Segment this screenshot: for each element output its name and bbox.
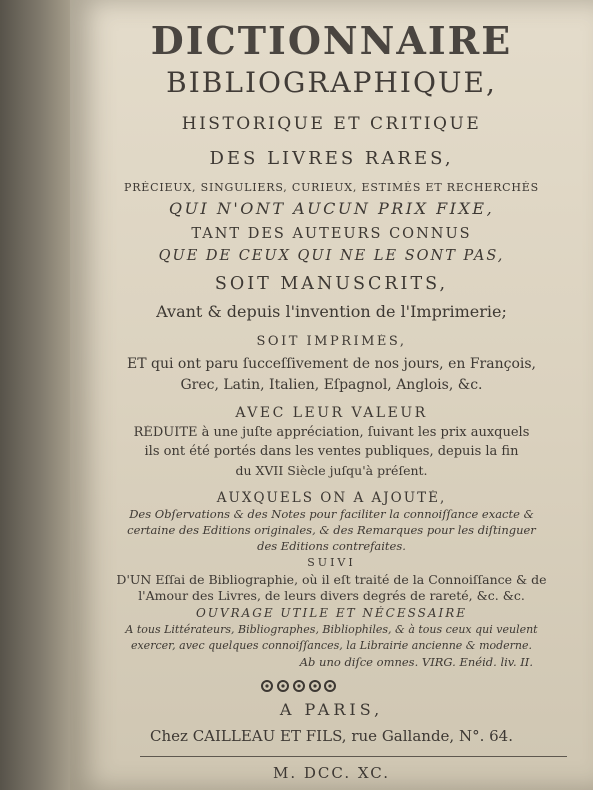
title-line-livres-rares: DES LIVRES RARES, (209, 148, 454, 169)
imprint-date: M. DCC. XC. (272, 764, 390, 782)
title-page (70, 0, 593, 790)
imprint-publisher: Chez CAILLEAU ET FILS, rue Gallande, N°. 64. (150, 727, 513, 745)
title-line-ceux-qui: QUE DE CEUX QUI NE LE SONT PAS, (158, 248, 505, 264)
title-line-imprimes: SOIT IMPRIMÉS, (256, 334, 407, 349)
title-line-historique: HISTORIQUE ET CRITIQUE (181, 114, 482, 134)
title-line-amour: l'Amour des Livres, de leurs divers degrés de rareté, &c. &c. (138, 588, 525, 603)
title-subtitle: BIBLIOGRAPHIQUE, (166, 66, 497, 99)
title-line-ventes: ils ont été portés dans les ventes publiques, depuis la fin (144, 444, 519, 459)
title-line-essai: D'UN Eſſai de Bibliographie, où il eſt traité de la Connoiſſance & de (116, 572, 547, 587)
imprint-rule (140, 756, 567, 757)
title-line-litterateurs: A tous Littérateurs, Bibliographes, Bibliophiles, & à tous ceux qui veulent (125, 623, 538, 636)
epigraph: Ab uno diſce omnes. VIRG. Enéid. liv. II. (299, 655, 533, 669)
title-line-librairie: exercer, avec quelques connoiſſances, la Librairie ancienne & moderne. (130, 639, 533, 652)
title-line-valeur: AVEC LEUR VALEUR (235, 405, 428, 421)
title-line-precieux: PRÉCIEUX, SINGULIERS, CURIEUX, ESTIMÉS ET RECHERCHÉS (124, 181, 539, 194)
fleuron-ornament-icon (258, 677, 338, 695)
title-line-reduite: RÉDUITE à une juſte appréciation, ſuivant les prix auxquels (133, 425, 530, 440)
title-line-prix-fixe: QUI N'ONT AUCUN PRIX FIXE, (168, 199, 495, 218)
title-line-ouvrage: OUVRAGE UTILE ET NÉCESSAIRE (195, 606, 468, 620)
title-line-observations: Des Obſervations & des Notes pour faciliter la connoiſſance exacte & (129, 507, 534, 521)
title-line-editions: certaine des Editions originales, & des Remarques pour les diſtinguer (127, 523, 536, 537)
title-page-content (70, 0, 593, 790)
title-line-manuscrits: SOIT MANUSCRITS, (214, 274, 449, 294)
title-line-imprimerie: Avant & depuis l'invention de l'Imprimerie; (156, 302, 507, 321)
title-line-paru: ET qui ont paru ſucceſſivement de nos jours, en François, (126, 356, 536, 372)
imprint-city: A PARIS, (279, 700, 384, 719)
title-line-ajoute: AUXQUELS ON A AJOUTÉ, (216, 490, 447, 506)
title-main: DICTIONNAIRE (150, 18, 513, 63)
title-line-auteurs-connus: TANT DES AUTEURS CONNUS (191, 226, 472, 242)
title-line-siecle: du XVII Siècle juſqu'à préſent. (235, 463, 428, 478)
title-line-suivi: SUIVI (307, 556, 356, 569)
title-line-contrefaites: des Editions contrefaites. (257, 539, 406, 553)
title-line-langues: Grec, Latin, Italien, Eſpagnol, Anglois, &c. (180, 377, 483, 393)
